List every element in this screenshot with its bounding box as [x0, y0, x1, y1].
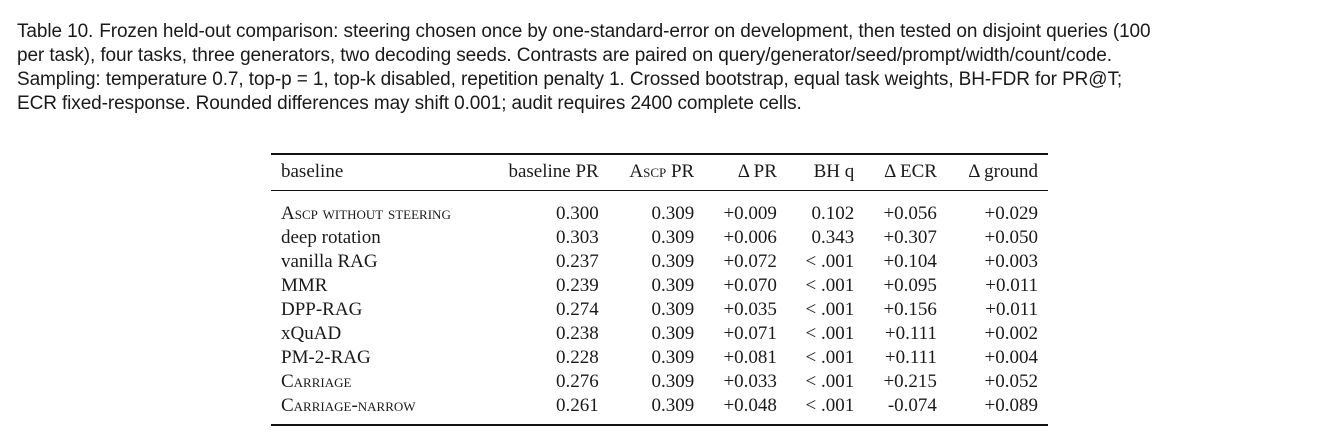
- header-delta-ground: Δ ground: [947, 154, 1048, 191]
- caption-line-4: ECR fixed-response. Rounded differences may shift 0.001; audit requires 2400 complete cells.: [17, 93, 802, 114]
- table-cell: 0.228: [555, 347, 599, 368]
- table-cell: 0.300: [555, 203, 599, 224]
- table-cell: < .001: [805, 371, 855, 392]
- table-cell: +0.009: [723, 203, 777, 224]
- table-cell: +0.002: [984, 323, 1038, 344]
- table-cell: 0.309: [651, 371, 695, 392]
- row-label: MMR: [281, 275, 328, 296]
- table-cell: +0.095: [883, 275, 937, 296]
- table-cell: < .001: [805, 299, 855, 320]
- header-baseline: baseline: [271, 154, 485, 191]
- table-cell: +0.071: [723, 323, 777, 344]
- table-cell: 0.309: [651, 299, 695, 320]
- table-cell: 0.309: [651, 323, 695, 344]
- caption-line-1: Table 10. Frozen held-out comparison: steering chosen once by one-standard-error on development, then tested on disjoint queries (100: [17, 21, 1151, 42]
- table-cell: 0.276: [555, 371, 599, 392]
- table-cell: +0.003: [984, 251, 1038, 272]
- table-cell: 0.303: [555, 227, 599, 248]
- table-cell: < .001: [805, 395, 855, 416]
- table-cell: +0.035: [723, 299, 777, 320]
- table-row: [271, 346, 1048, 370]
- row-label: vanilla RAG: [281, 251, 378, 272]
- caption-line-3: Sampling: temperature 0.7, top-p = 1, top-k disabled, repetition penalty 1. Crossed bootstrap, equal task weights, BH-FDR for PR@T;: [17, 69, 1123, 90]
- table-row: [271, 322, 1048, 346]
- table-cell: 0.343: [811, 227, 855, 248]
- table-cell: 0.274: [555, 299, 599, 320]
- table-cell: +0.111: [884, 347, 937, 368]
- table-row: [271, 191, 1048, 227]
- table-cell: +0.104: [883, 251, 937, 272]
- results-table-container: [271, 153, 1048, 426]
- table-cell: 0.309: [651, 251, 695, 272]
- table-cell: -0.074: [887, 395, 937, 416]
- row-label: Carriage-narrow: [281, 395, 416, 416]
- table-body: [271, 191, 1048, 426]
- caption-line-2: per task), four tasks, three generators, two decoding seeds. Contrasts are paired on query/generator/seed/prompt/width/count/code.: [17, 45, 1112, 66]
- table-cell: +0.215: [883, 371, 937, 392]
- table-header: [271, 154, 1048, 191]
- table-cell: < .001: [805, 275, 855, 296]
- row-label: Ascp without steering: [281, 203, 451, 224]
- row-label: DPP-RAG: [281, 299, 363, 320]
- table-cell: < .001: [805, 323, 855, 344]
- table-cell: +0.011: [985, 299, 1038, 320]
- row-label: xQuAD: [281, 323, 342, 344]
- table-cell: +0.072: [723, 251, 777, 272]
- table-cell: +0.089: [984, 395, 1038, 416]
- table-cell: 0.237: [555, 251, 599, 272]
- table-cell: 0.102: [811, 203, 855, 224]
- header-row: [271, 154, 1048, 191]
- row-label: deep rotation: [281, 227, 381, 248]
- table-cell: +0.307: [883, 227, 937, 248]
- table-cell: +0.029: [984, 203, 1038, 224]
- row-label: Carriage: [281, 371, 352, 392]
- table-cell: +0.070: [723, 275, 777, 296]
- table-cell: 0.309: [651, 395, 695, 416]
- table-cell: +0.048: [723, 395, 777, 416]
- table-row: [271, 274, 1048, 298]
- table-cell: 0.309: [651, 227, 695, 248]
- table-row: [271, 250, 1048, 274]
- table-cell: +0.006: [723, 227, 777, 248]
- table-cell: 0.261: [555, 395, 599, 416]
- table-row: [271, 298, 1048, 322]
- caption-label: Table 10.: [17, 21, 94, 42]
- table-cell: < .001: [805, 347, 855, 368]
- table-cell: +0.056: [883, 203, 937, 224]
- table-row: [271, 394, 1048, 425]
- table-cell: 0.239: [555, 275, 599, 296]
- table-cell: +0.156: [883, 299, 937, 320]
- header-delta-pr: Δ PR: [704, 154, 787, 191]
- header-baseline-pr: baseline PR: [485, 154, 609, 191]
- table-cell: +0.033: [723, 371, 777, 392]
- table-cell: 0.309: [651, 203, 695, 224]
- table-cell: +0.111: [884, 323, 937, 344]
- table-cell: < .001: [805, 251, 855, 272]
- table-cell: +0.050: [984, 227, 1038, 248]
- header-bh-q: BH q: [787, 154, 864, 191]
- table-cell: 0.309: [651, 347, 695, 368]
- table-cell: +0.081: [723, 347, 777, 368]
- results-table: [271, 153, 1048, 426]
- table-cell: +0.052: [984, 371, 1038, 392]
- table-caption: [17, 20, 1309, 116]
- header-ascp-pr: Ascp PR: [609, 154, 704, 191]
- table-cell: 0.238: [555, 323, 599, 344]
- row-label: PM-2-RAG: [281, 347, 371, 368]
- table-row: [271, 226, 1048, 250]
- table-cell: +0.004: [984, 347, 1038, 368]
- table-row: [271, 370, 1048, 394]
- table-cell: +0.011: [985, 275, 1038, 296]
- header-delta-ecr: Δ ECR: [864, 154, 947, 191]
- table-cell: 0.309: [651, 275, 695, 296]
